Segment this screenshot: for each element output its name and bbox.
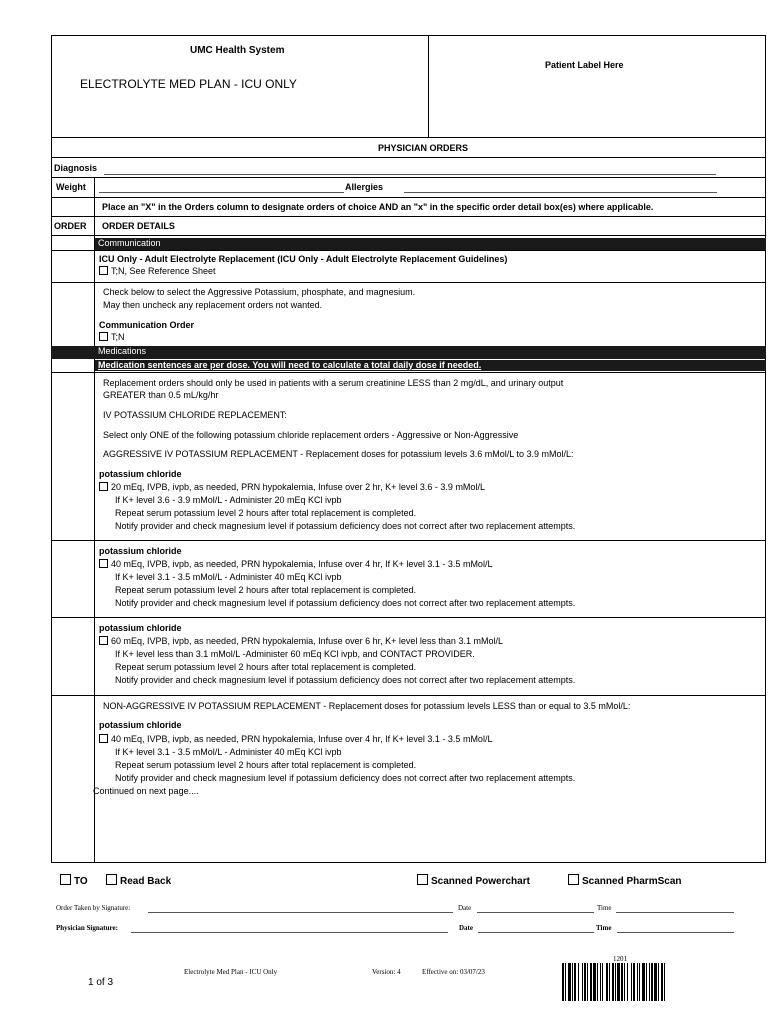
header-bottom-line bbox=[51, 137, 766, 138]
order-3-dose-row bbox=[99, 636, 503, 647]
row-line bbox=[51, 197, 766, 198]
order-2-checkbox[interactable] bbox=[99, 559, 108, 568]
med-intro-4: Select only ONE of the following potassium chloride replacement orders - Aggressive or Non-Aggressive bbox=[103, 430, 519, 440]
read-back-checkbox[interactable] bbox=[106, 874, 117, 885]
order-2-dose-row bbox=[99, 559, 492, 570]
effective-date: Effective on: 03/07/23 bbox=[422, 968, 485, 976]
to-checkbox[interactable] bbox=[60, 874, 71, 885]
order-1-line-2: Repeat serum potassium level 2 hours after total replacement is completed. bbox=[115, 508, 417, 518]
med-intro-1: Replacement orders should only be used in patients with a serum creatinine LESS than 2 mg/dL, and urinary output bbox=[103, 378, 564, 388]
order-4-checkbox[interactable] bbox=[99, 734, 108, 743]
scanned-powerchart-row bbox=[417, 874, 530, 887]
communication-order-label: T;N bbox=[111, 332, 125, 342]
scanned-powerchart-checkbox[interactable] bbox=[417, 874, 428, 885]
version-text: Version: 4 bbox=[372, 968, 401, 976]
form-name-footer: Electrolyte Med Plan - ICU Only bbox=[184, 968, 278, 976]
weight-input-line[interactable] bbox=[99, 192, 344, 193]
row-line bbox=[51, 250, 766, 251]
communication-order-checkbox[interactable] bbox=[99, 332, 108, 341]
order-taken-label: Order Taken by Signature: bbox=[56, 904, 131, 912]
order-taken-date-line[interactable] bbox=[477, 912, 594, 913]
med-intro-2: GREATER than 0.5 mL/kg/hr bbox=[103, 390, 219, 400]
order-3-line-3: Notify provider and check magnesium level if potassium deficiency does not correct after two replacement attempts. bbox=[115, 675, 576, 685]
instruction-text: Place an "X" in the Orders column to designate orders of choice AND an "x" in the specific order detail box(es) where applicable. bbox=[102, 202, 654, 212]
order-2-line-1: If K+ level 3.1 - 3.5 mMol/L - Administer 40 mEq KCl ivpb bbox=[115, 572, 342, 582]
physician-signature-label: Physician Signature: bbox=[56, 924, 118, 932]
row-line bbox=[51, 617, 766, 618]
row-line bbox=[51, 235, 766, 236]
med-intro-3: IV POTASSIUM CHLORIDE REPLACEMENT: bbox=[103, 410, 287, 420]
physician-signature-line[interactable] bbox=[131, 932, 448, 933]
barcode-number: 1201 bbox=[613, 955, 627, 963]
org-name: UMC Health System bbox=[190, 45, 285, 56]
communication-note-1: Check below to select the Aggressive Potassium, phosphate, and magnesium. bbox=[103, 287, 416, 297]
icu-option-label: T;N, See Reference Sheet bbox=[111, 266, 216, 276]
row-line bbox=[51, 695, 766, 696]
order-column-divider bbox=[94, 177, 95, 862]
scanned-pharmscan-label: Scanned PharmScan bbox=[582, 876, 682, 887]
order-taken-date-label: Date bbox=[458, 904, 472, 912]
weight-label: Weight bbox=[56, 182, 86, 192]
order-details-header: ORDER DETAILS bbox=[102, 221, 175, 231]
allergies-input-line[interactable] bbox=[404, 192, 717, 193]
order-1-line-1: If K+ level 3.6 - 3.9 mMol/L - Administer 20 mEq KCl ivpb bbox=[115, 495, 342, 505]
physician-orders-title: PHYSICIAN ORDERS bbox=[378, 143, 469, 153]
scanned-pharmscan-checkbox[interactable] bbox=[568, 874, 579, 885]
physician-date-line[interactable] bbox=[478, 932, 594, 933]
row-line bbox=[51, 216, 766, 217]
communication-note-2: May then uncheck any replacement orders not wanted. bbox=[103, 300, 323, 310]
order-1-line-3: Notify provider and check magnesium level if potassium deficiency does not correct after two replacement attempts. bbox=[115, 521, 576, 531]
header-divider bbox=[428, 35, 429, 137]
icu-replacement-title: ICU Only - Adult Electrolyte Replacement (ICU Only - Adult Electrolyte Replacement Guidelines) bbox=[99, 254, 508, 264]
order-2-line-3: Notify provider and check magnesium level if potassium deficiency does not correct after two replacement attempts. bbox=[115, 598, 576, 608]
order-column-header: ORDER bbox=[54, 221, 87, 231]
scanned-pharmscan-row bbox=[568, 874, 681, 887]
to-row bbox=[60, 874, 88, 887]
icu-option-row bbox=[99, 266, 216, 277]
order-4-dose: 40 mEq, IVPB, ivpb, as needed, PRN hypokalemia, Infuse over 4 hr, If K+ level 3.1 - 3.5 mMol/L bbox=[111, 734, 493, 744]
diagnosis-input-line[interactable] bbox=[104, 174, 716, 175]
physician-date-label: Date bbox=[459, 924, 473, 932]
diagnosis-label: Diagnosis bbox=[54, 163, 98, 173]
row-line bbox=[51, 177, 766, 178]
order-3-dose: 60 mEq, IVPB, ivpb, as needed, PRN hypokalemia, Infuse over 6 hr, K+ level less than 3.1 mMol/L bbox=[111, 636, 503, 646]
order-4-line-3: Notify provider and check magnesium level if potassium deficiency does not correct after two replacement attempts. bbox=[115, 773, 576, 783]
medications-section-bar: Medications bbox=[51, 346, 766, 359]
order-4-name: potassium chloride bbox=[99, 720, 182, 730]
order-3-name: potassium chloride bbox=[99, 623, 182, 633]
scanned-powerchart-label: Scanned Powerchart bbox=[431, 876, 530, 887]
order-3-line-1: If K+ level less than 3.1 mMol/L -Administer 60 mEq KCl ivpb, and CONTACT PROVIDER. bbox=[115, 649, 475, 659]
order-1-dose-row bbox=[99, 482, 485, 493]
order-1-dose: 20 mEq, IVPB, ivpb, as needed, PRN hypokalemia, Infuse over 2 hr, K+ level 3.6 - 3.9 mMol/L bbox=[111, 482, 485, 492]
order-2-name: potassium chloride bbox=[99, 546, 182, 556]
icu-checkbox[interactable] bbox=[99, 266, 108, 275]
order-3-line-2: Repeat serum potassium level 2 hours after total replacement is completed. bbox=[115, 662, 417, 672]
physician-time-line[interactable] bbox=[617, 932, 734, 933]
order-2-line-2: Repeat serum potassium level 2 hours after total replacement is completed. bbox=[115, 585, 417, 595]
form-title: ELECTROLYTE MED PLAN - ICU ONLY bbox=[80, 77, 297, 91]
patient-label-area: Patient Label Here bbox=[545, 60, 624, 70]
continued-note: Continued on next page.... bbox=[93, 786, 199, 796]
order-2-dose: 40 mEq, IVPB, ivpb, as needed, PRN hypokalemia, Infuse over 4 hr, If K+ level 3.1 - 3.5 mMol/L bbox=[111, 559, 493, 569]
communication-section-bar: Communication bbox=[95, 238, 766, 250]
order-1-checkbox[interactable] bbox=[99, 482, 108, 491]
to-label: TO bbox=[74, 876, 88, 887]
barcode bbox=[562, 963, 737, 1001]
med-intro-5: AGGRESSIVE IV POTASSIUM REPLACEMENT - Replacement doses for potassium levels 3.6 mMol/L to 3.9 mMol/L: bbox=[103, 449, 574, 459]
non-aggressive-header: NON-AGGRESSIVE IV POTASSIUM REPLACEMENT - Replacement doses for potassium levels LESS than or equal to 3.5 mMol/L: bbox=[103, 701, 631, 711]
row-line bbox=[51, 372, 766, 373]
order-4-line-2: Repeat serum potassium level 2 hours after total replacement is completed. bbox=[115, 760, 417, 770]
communication-order-title: Communication Order bbox=[99, 320, 195, 330]
order-taken-signature-line[interactable] bbox=[148, 912, 453, 913]
row-line bbox=[51, 282, 766, 283]
order-4-dose-row bbox=[99, 734, 492, 745]
order-taken-time-label: Time bbox=[597, 904, 612, 912]
read-back-row bbox=[106, 874, 171, 887]
order-3-checkbox[interactable] bbox=[99, 636, 108, 645]
order-4-line-1: If K+ level 3.1 - 3.5 mMol/L - Administer 40 mEq KCl ivpb bbox=[115, 747, 342, 757]
order-taken-time-line[interactable] bbox=[616, 912, 734, 913]
allergies-label: Allergies bbox=[345, 182, 384, 192]
communication-order-row bbox=[99, 332, 125, 343]
page-number: 1 of 3 bbox=[88, 977, 114, 988]
title-bottom-line bbox=[51, 157, 766, 158]
medications-subsection-bar: Medication sentences are per dose. You will need to calculate a total daily dose if needed. bbox=[95, 360, 766, 371]
read-back-label: Read Back bbox=[120, 876, 172, 887]
row-line bbox=[51, 540, 766, 541]
order-1-name: potassium chloride bbox=[99, 469, 182, 479]
physician-time-label: Time bbox=[596, 924, 612, 932]
